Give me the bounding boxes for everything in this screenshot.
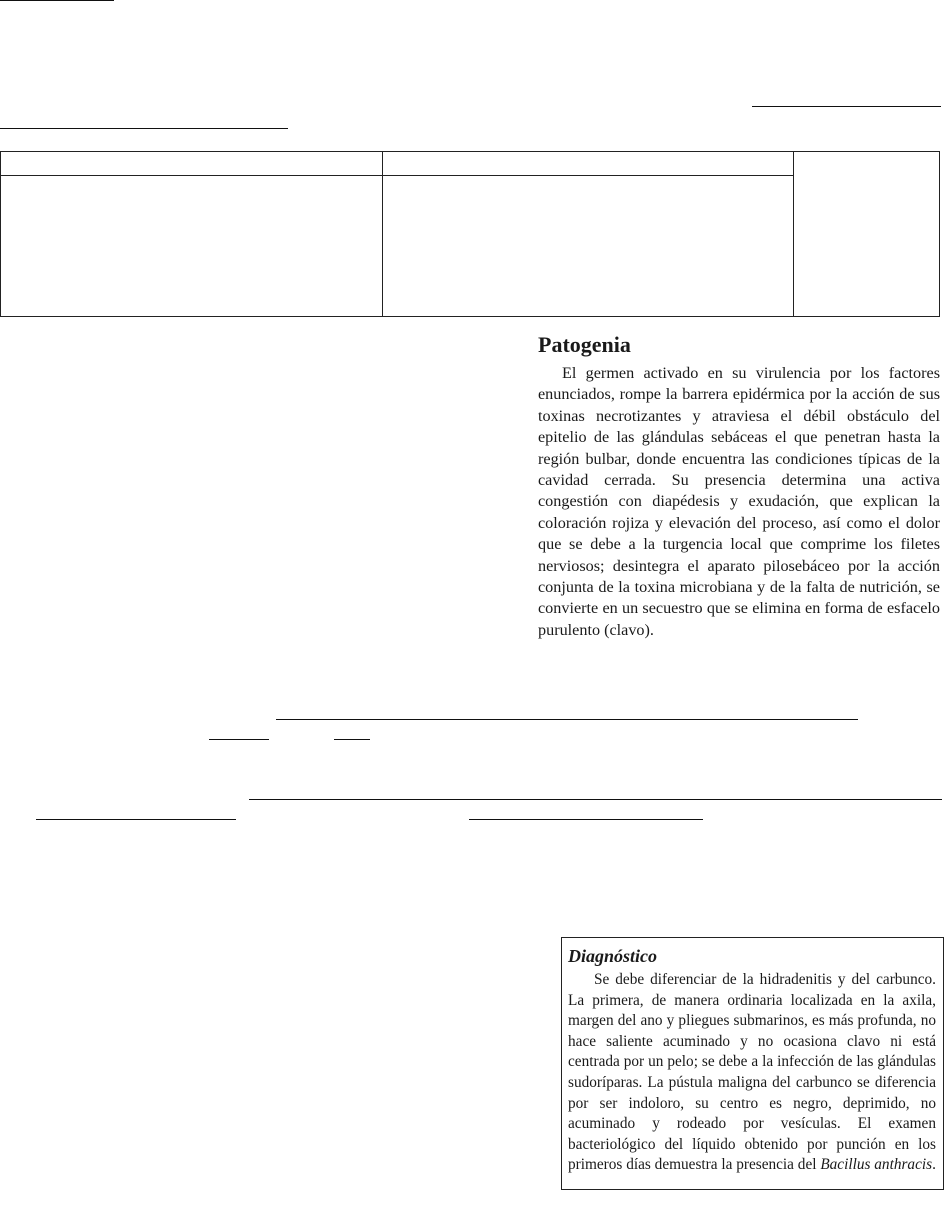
patogenia-body: El germen activado en su virulencia por los factores enunciados, rompe la barrera epidérmica por la acción de sus toxinas necrotizantes y atraviesa el débil obstáculo del epitelio de las glándulas sebáceas el que penetran hasta la región bulbar, donde encuentra las condiciones típicas de la cavidad cerrada. Su presencia determina una activa congestión con diapédesis y exudación, que explican la coloración rojiza y elevación del proceso, así como el dolor que se debe a la turgencia local que comprime los filetes nerviosos; desintegra el aparato pilosebáceo por la acción conjunta de la toxina microbiana y de la falta de nutrición, se convierte en un secuestro que se elimina en forma de esfacelo purulento (clavo).: [538, 364, 940, 639]
fill-line: [276, 719, 858, 720]
fill-line: [0, 128, 288, 129]
fill-line: [249, 799, 942, 800]
patogenia-heading: Patogenia: [538, 332, 631, 357]
fill-line: [752, 106, 941, 107]
diagnostico-box: [561, 937, 944, 1190]
diagnostico-text: Se debe diferenciar de la hidradenitis y del carbunco. La primera, de manera ordinaria localizada en la axila, margen del ano y pliegues submarinos, es más profunda, no hace saliente acuminado y no ocasiona clavo ni está centrada por un pelo; se debe a la infección de las glándulas sudoríparas. La pústula maligna del carbunco se diferencia por ser indoloro, su centro es negro, deprimido, no acuminado y rodeado por vesículas. El examen bacteriológico del líquido obtenido por punción en los primeros días demuestra la presencia del: [568, 971, 936, 1174]
table-header-divider: [1, 175, 793, 176]
fill-line: [209, 739, 269, 740]
fill-line: [0, 0, 114, 1]
fill-line: [469, 819, 703, 820]
species-name: Bacillus anthracis: [820, 1156, 933, 1174]
diagnostico-heading: Diagnóstico: [568, 946, 658, 966]
fill-line: [334, 739, 370, 740]
patogenia-section: [538, 330, 940, 641]
table-divider: [793, 152, 794, 316]
diagnostico-end: .: [932, 1156, 936, 1174]
diagnostico-body: [568, 970, 936, 1176]
fill-line: [36, 819, 236, 820]
empty-table: [0, 151, 940, 317]
table-divider: [382, 152, 383, 316]
